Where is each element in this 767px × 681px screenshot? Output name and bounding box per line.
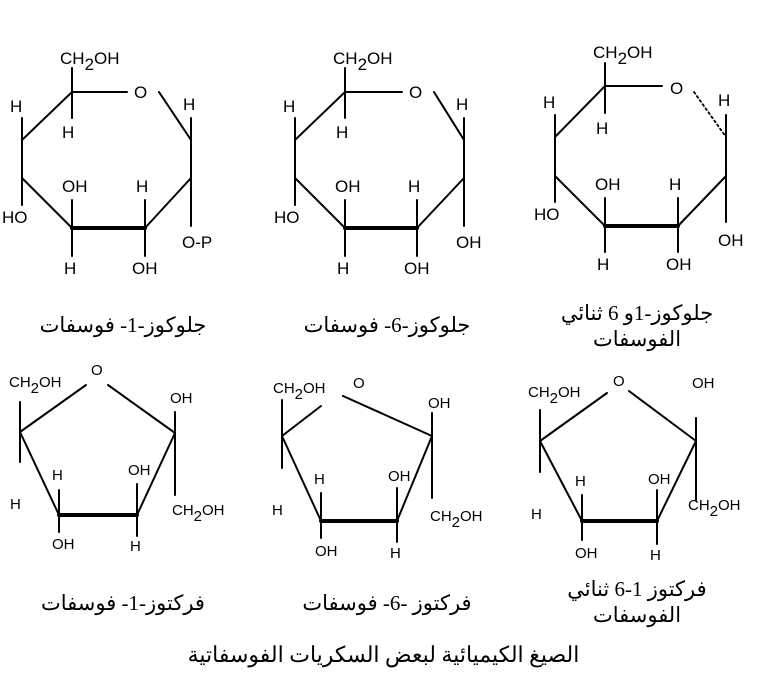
ch2oh-label: CH2OH (688, 497, 741, 520)
ring-oxygen-label: O (134, 83, 148, 102)
h-label: H (596, 119, 609, 138)
glucose-1-phosphate-structure (2, 49, 212, 278)
oh-label: OH (718, 231, 744, 250)
oh-label: OH (648, 471, 671, 488)
caption-fructose-1-phosphate: فركتوز-1- فوسفات (41, 591, 205, 615)
caption-fructose-1-6-diphosphate (530, 576, 744, 628)
oh-label: OH (170, 390, 193, 407)
ch2oh-label: CH2OH (430, 508, 483, 531)
fructose-6-phosphate-structure (272, 375, 483, 562)
h-label: H (130, 538, 141, 555)
oh-label: OH (428, 395, 451, 412)
h-label: H (575, 473, 586, 490)
h-label: H (456, 95, 469, 114)
oh-label: OH (575, 545, 598, 562)
ring-oxygen-label: O (613, 373, 625, 390)
h-label: H (543, 93, 556, 112)
h-label: H (314, 471, 325, 488)
caption-line-2: الفوسفات (592, 603, 682, 627)
h-label: H (10, 97, 23, 116)
ch2oh-label: CH2OH (333, 49, 393, 74)
caption-line-2: الفوسفات (592, 327, 682, 351)
h-label: H (337, 259, 350, 278)
ho-label: HO (274, 208, 300, 227)
h-label: H (650, 547, 661, 564)
ch2oh-label: CH2OH (273, 380, 326, 403)
caption-glucose-1-phosphate: جلوكوز-1- فوسفات (39, 313, 207, 337)
caption-line-1: جلوكوز-1و 6 ثنائي (560, 301, 714, 325)
ho-label: HO (534, 205, 560, 224)
oh-label: OH (595, 175, 621, 194)
fructose-1-6-diphosphate-structure (528, 373, 741, 564)
ring-oxygen-label: O (353, 375, 365, 392)
glucose-1-6-diphosphate-structure (534, 43, 744, 274)
oh-label: OH (456, 233, 482, 252)
h-label: H (283, 97, 296, 116)
h-label: H (64, 259, 77, 278)
oh-label: OH (315, 543, 338, 560)
ch2oh-label: CH2OH (593, 43, 653, 68)
h-label: H (62, 123, 75, 142)
h-label: H (669, 175, 682, 194)
h-label: H (336, 123, 349, 142)
ch2oh-label: CH2OH (172, 502, 225, 525)
h-label: H (718, 91, 731, 110)
h-label: H (10, 496, 21, 513)
h-label: H (531, 506, 542, 523)
ring-oxygen-label: O (91, 362, 103, 379)
fructose-1-phosphate-structure (9, 362, 225, 555)
oh-label: OH (128, 462, 151, 479)
h-label: H (408, 177, 421, 196)
ch2oh-label: CH2OH (9, 374, 62, 397)
glucose-6-phosphate-structure (274, 49, 482, 278)
h-label: H (597, 255, 610, 274)
ho-label: HO (2, 208, 28, 227)
caption-glucose-6-phosphate: جلوكوز-6- فوسفات (303, 313, 471, 337)
caption-line-1: فركتوز 1-6 ثنائي (567, 577, 707, 601)
oh-label: OH (335, 177, 361, 196)
ch2oh-label: CH2OH (528, 384, 581, 407)
caption-fructose-6-phosphate: فركتوز -6- فوسفات (302, 591, 472, 615)
h-label: H (52, 467, 63, 484)
oh-label: OH (132, 259, 158, 278)
oh-label: OH (692, 375, 715, 392)
h-label: H (272, 502, 283, 519)
ch2oh-label: CH2OH (60, 49, 120, 74)
phosphate-group-label: O-P (182, 233, 213, 252)
h-label: H (136, 177, 149, 196)
oh-label: OH (52, 536, 75, 553)
oh-label: OH (404, 259, 430, 278)
oh-label: OH (666, 255, 692, 274)
h-label: H (390, 545, 401, 562)
ring-oxygen-label: O (409, 83, 423, 102)
caption-glucose-1-6-diphosphate (530, 300, 744, 352)
ring-oxygen-label: O (670, 79, 684, 98)
oh-label: OH (388, 468, 411, 485)
oh-label: OH (62, 177, 88, 196)
h-label: H (183, 95, 196, 114)
figure-title: الصيغ الكيميائية لبعض السكريات الفوسفاتية (187, 642, 580, 667)
